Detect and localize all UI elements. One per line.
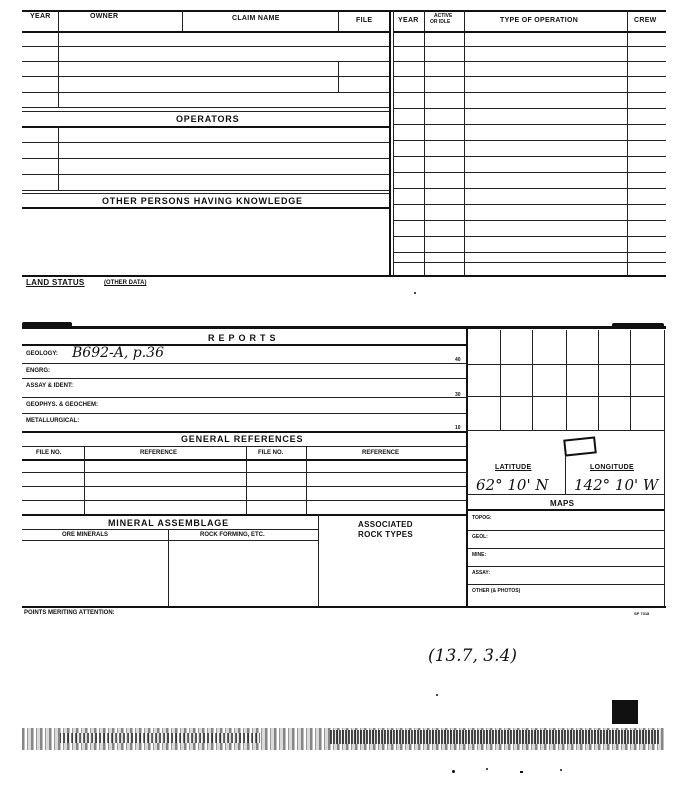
general-references-title: GENERAL REFERENCES	[181, 434, 304, 444]
col-year-header: YEAR	[30, 13, 51, 20]
claim-sketch-box	[563, 436, 597, 456]
other-persons-title: OTHER PERSONS HAVING KNOWLEDGE	[102, 196, 303, 206]
reports-title: REPORTS	[208, 333, 280, 343]
points-meriting-attention-label: POINTS MERITING ATTENTION:	[24, 610, 115, 616]
col-file-header: FILE	[356, 17, 373, 24]
land-status-label: LAND STATUS	[26, 278, 85, 287]
col-owner-header: OWNER	[90, 13, 119, 20]
handwritten-coordinates-note: (13.7, 3.4)	[428, 646, 517, 666]
form-code: SP 7318	[634, 611, 650, 616]
latitude-value: 62° 10' N	[476, 476, 549, 494]
latitude-label: LATITUDE	[495, 464, 532, 471]
rock-forming-header: ROCK FORMING, ETC.	[200, 532, 265, 538]
report-engrg-label: ENGRG:	[26, 368, 50, 374]
scan-black-square	[612, 700, 638, 724]
associated-rock-types-line1: ASSOCIATED	[358, 520, 413, 529]
report-geology-value: B692-A, p.36	[72, 345, 164, 361]
report-geology-code: 40	[455, 357, 461, 363]
maps-mine: MINE:	[472, 552, 487, 558]
associated-rock-types-line2: ROCK TYPES	[358, 530, 414, 539]
gr-reference-header-2: REFERENCE	[362, 450, 400, 456]
col-crew-header: CREW	[634, 17, 657, 24]
ore-minerals-header: ORE MINERALS	[62, 532, 109, 538]
col-active-header-2: OR IDLE	[430, 19, 451, 25]
gr-reference-header-1: REFERENCE	[140, 450, 178, 456]
report-metallurgical-label: METALLURGICAL:	[26, 418, 80, 424]
report-metallurgical-code: 10	[455, 425, 461, 431]
mineral-assemblage-title: MINERAL ASSEMBLAGE	[108, 518, 229, 528]
gr-file-no-header-2: FILE NO.	[258, 450, 284, 456]
gr-file-no-header-1: FILE NO.	[36, 450, 62, 456]
maps-topog: TOPOG:	[472, 515, 492, 521]
report-assay-code: 30	[455, 392, 461, 398]
maps-title: MAPS	[550, 499, 575, 508]
report-geology-label: GEOLOGY:	[26, 351, 58, 357]
maps-assay: ASSAY:	[472, 570, 491, 576]
maps-other: OTHER (& PHOTOS)	[472, 588, 521, 594]
col-claim-name-header: CLAIM NAME	[232, 15, 280, 22]
report-assay-label: ASSAY & IDENT:	[26, 383, 74, 389]
land-status-sub: (OTHER DATA)	[104, 280, 147, 286]
maps-geol: GEOL:	[472, 534, 488, 540]
report-geophys-label: GEOPHYS. & GEOCHEM:	[26, 402, 99, 408]
longitude-label: LONGITUDE	[590, 464, 634, 471]
operators-title: OPERATORS	[176, 114, 240, 124]
col-year2-header: YEAR	[398, 17, 419, 24]
longitude-value: 142° 10' W	[574, 476, 659, 494]
col-active-header-1: ACTIVE	[434, 13, 453, 19]
col-type-header: TYPE OF OPERATION	[500, 17, 579, 24]
